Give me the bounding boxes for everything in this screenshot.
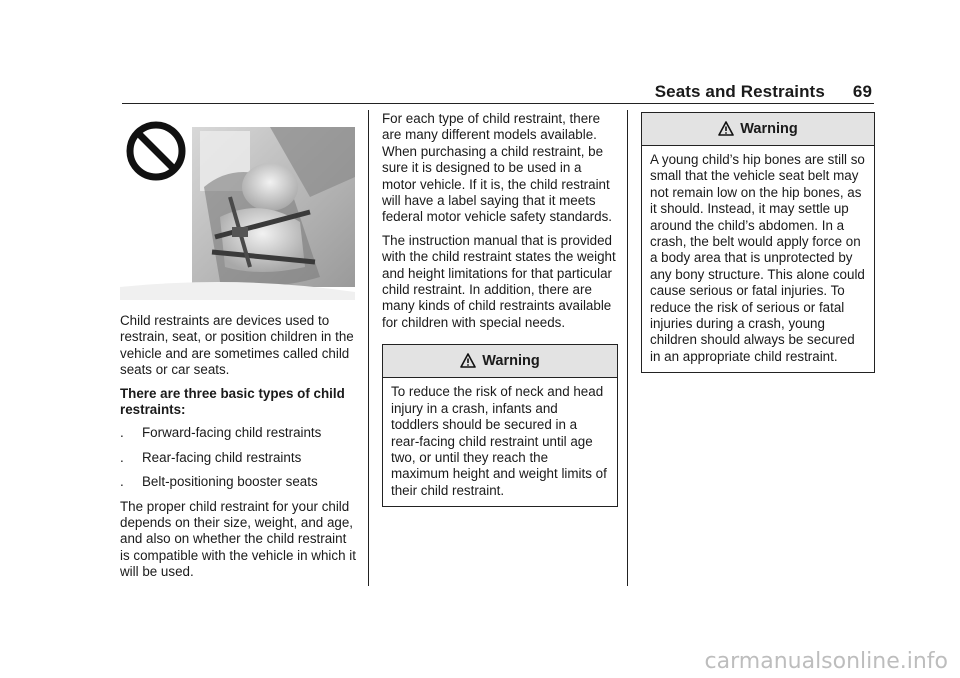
watermark: carmanualsonline.info — [704, 649, 948, 674]
column-divider-1 — [368, 110, 369, 586]
page-header — [655, 82, 872, 102]
column-3 — [641, 112, 875, 373]
warning-box — [641, 112, 875, 373]
illustration-graphic — [120, 117, 355, 300]
warning-text: A young child’s hip bones are still so small that the vehicle seat belt may not remain low on the hip bones, as it should. Instead, it may settle up around the child’s abdomen. In a crash, the belt would apply force on a body area that is unprotected by any bony structure. This alone could cause serious or fatal injuries. To reduce the risk of serious or fatal injuries during a crash, young children should always be secured in an appropriate child restraint. — [650, 152, 865, 364]
closing-paragraph: The proper child restraint for your child depends on their size, weight, and age, and also on whether the child restraint is compatible with the vehicle in which it will be used. — [120, 498, 356, 580]
list-item — [120, 425, 356, 441]
warning-title: Warning — [482, 353, 540, 370]
column-1 — [120, 313, 356, 588]
prohibited-icon — [130, 125, 182, 177]
child-seat-illustration — [120, 117, 355, 300]
list-item-text: Rear-facing child restraints — [142, 449, 302, 465]
warning-title: Warning — [740, 120, 798, 137]
warning-icon — [718, 121, 734, 137]
list-item-text: Belt-positioning booster seats — [142, 474, 318, 490]
page-number: 69 — [852, 82, 872, 101]
column-2 — [382, 111, 618, 507]
list-item-text: Forward-facing child restraints — [142, 425, 322, 441]
warning-header — [383, 345, 617, 378]
bullet-icon: . — [120, 474, 124, 490]
manual-paragraph: The instruction manual that is provided with the child restraint states the weight and height limitations for that particular child restraint. In addition, there are many kinds of child restraints available for children with special needs. — [382, 232, 616, 330]
warning-box — [382, 344, 618, 507]
list-item — [120, 474, 356, 490]
list-item — [120, 450, 356, 466]
intro-paragraph: Child restraints are devices used to restrain, seat, or position children in the vehicle and are sometimes called child seats or car seats. — [120, 313, 354, 378]
warning-text: To reduce the risk of neck and head injury in a crash, infants and toddlers should be secured in a rear-facing child restraint until age two, or until they reach the maximum height and weight limits of their child restraint. — [391, 384, 607, 498]
bullet-icon: . — [120, 449, 124, 465]
header-divider — [122, 103, 874, 104]
warning-header — [642, 113, 874, 146]
warning-icon — [460, 353, 476, 369]
column-divider-2 — [627, 110, 628, 586]
section-title: Seats and Restraints — [654, 82, 825, 101]
bullet-icon: . — [120, 425, 124, 441]
models-paragraph: For each type of child restraint, there are many different models available. When purchasing a child restraint, be sure it is designed to be used in a motor vehicle. If it is, the child restraint will have a label saying that it meets federal motor vehicle safety standards. — [382, 111, 612, 225]
types-heading: There are three basic types of child restraints: — [120, 385, 345, 418]
